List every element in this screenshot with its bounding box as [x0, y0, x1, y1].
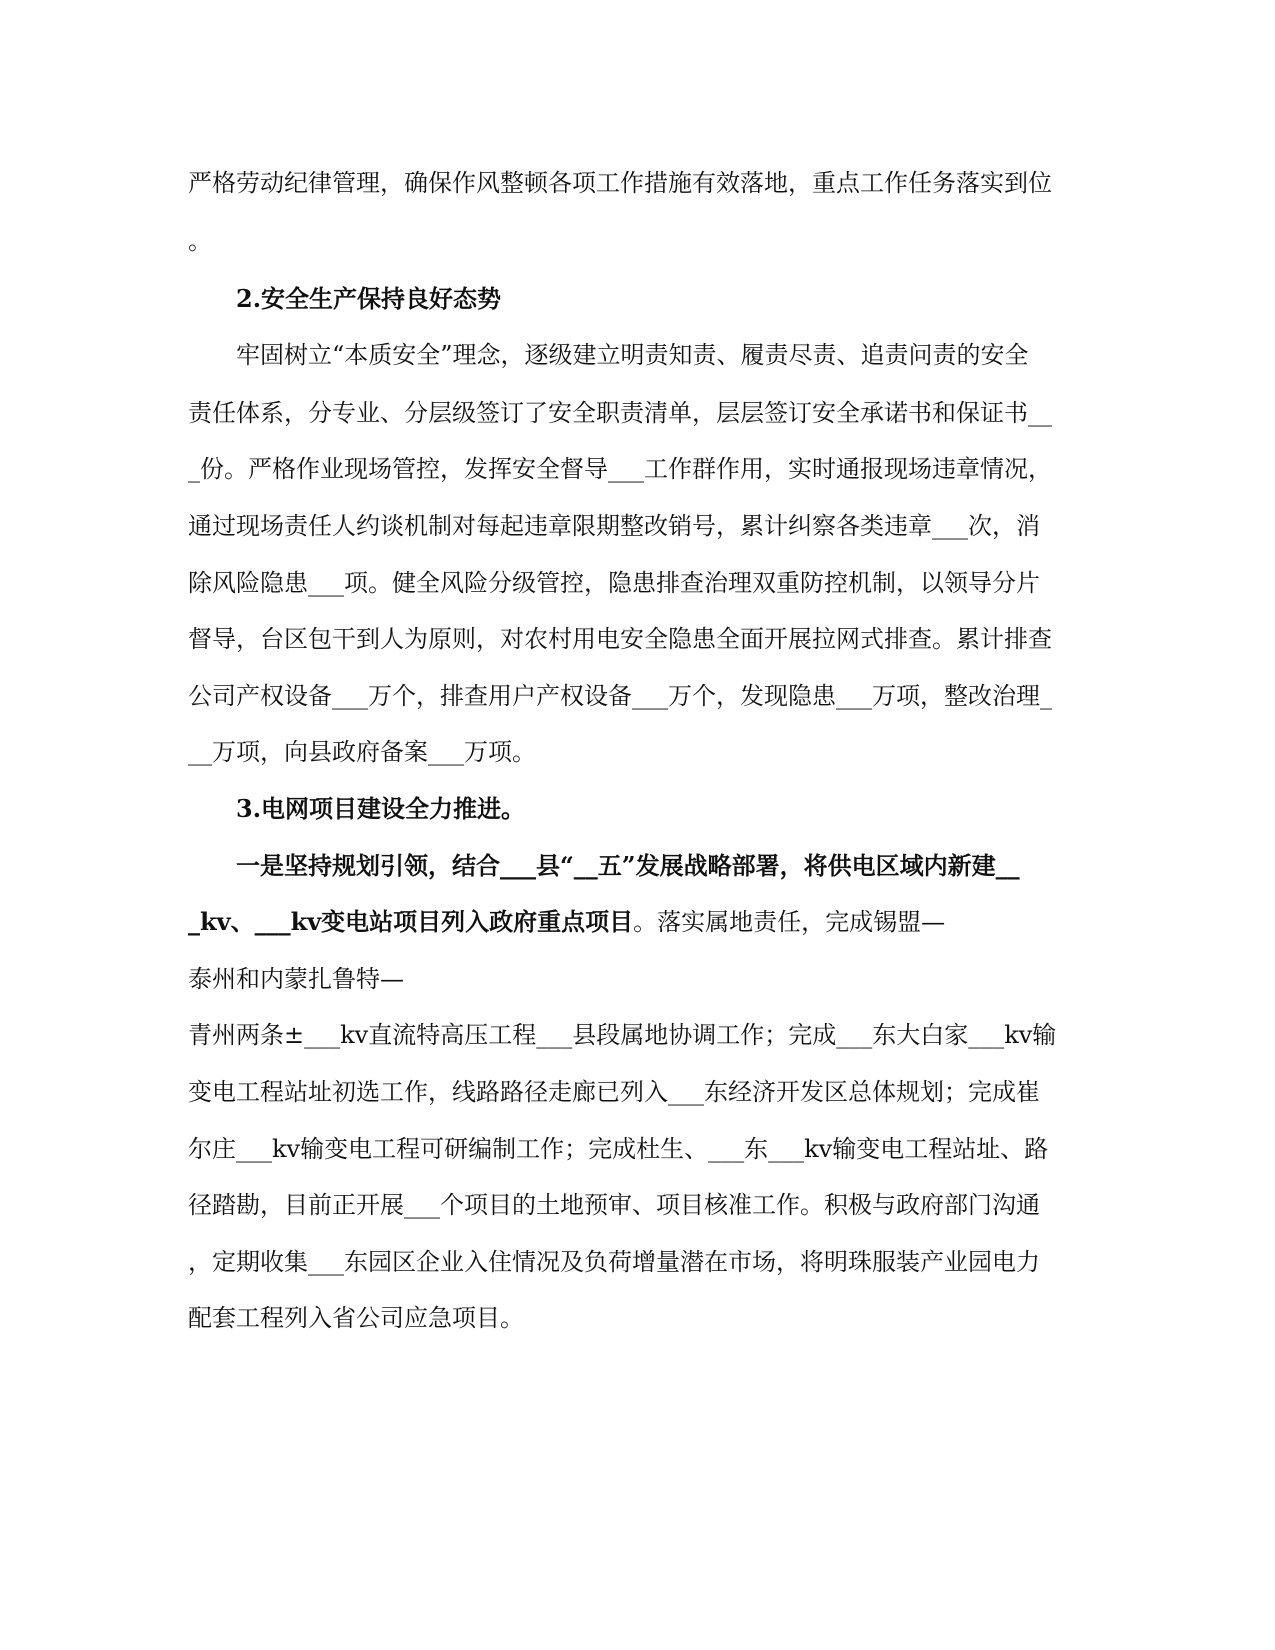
- paragraph-line: 严格劳动纪律管理，确保作风整顿各项工作措施有效落地，重点工作任务落实到位: [188, 169, 1052, 197]
- paragraph-line: 除风险隐患___项。健全风险分级管控，隐患排查治理双重防控机制，以领导分片: [188, 569, 1040, 597]
- paragraph-line: 尔庄___kv输变电工程可研编制工作；完成杜生、___东___kv输变电工程站址、路: [188, 1135, 1049, 1163]
- bold-paragraph-line: 一是坚持规划引领，结合___县“__五”发展战略部署，将供电区域内新建__: [236, 851, 1020, 880]
- bold-text-segment: _kv、___kv变电站项目列入政府重点项目: [188, 907, 634, 936]
- paragraph-line: 。: [188, 227, 212, 255]
- paragraph-line: _份。严格作业现场管控，发挥安全督导___工作群作用，实时通报现场违章情况，: [188, 455, 1052, 483]
- paragraph-line: 通过现场责任人约谈机制对每起违章限期整改销号，累计纠察各类违章___次，消: [188, 512, 1040, 540]
- paragraph-line: 配套工程列入省公司应急项目。: [188, 1304, 524, 1332]
- mixed-paragraph-line: [188, 905, 1088, 939]
- paragraph-line: 变电工程站址初选工作，线路路径走廊已列入___东经济开发区总体规划；完成崔: [188, 1078, 1040, 1106]
- paragraph-line: 青州两条±___kv直流特高压工程___县段属地协调工作；完成___东大白家___kv输: [188, 1021, 1057, 1049]
- paragraph-line: 督导，台区包干到人为原则，对农村用电安全隐患全面开展拉网式排查。累计排查: [188, 625, 1052, 653]
- section-heading-grid-projects: 3.电网项目建设全力推进。: [236, 794, 526, 823]
- paragraph-line: ，定期收集___东园区企业入住情况及负荷增量潜在市场，将明珠服装产业园电力: [188, 1248, 1040, 1276]
- paragraph-line: 责任体系，分专业、分层级签订了安全职责清单，层层签订安全承诺书和保证书__: [188, 399, 1052, 427]
- paragraph-line: 牢固树立“本质安全”理念，逐级建立明责知责、履责尽责、追责问责的安全: [236, 341, 1029, 369]
- paragraph-line: 径踏勘，目前正开展___个项目的土地预审、项目核准工作。积极与政府部门沟通: [188, 1191, 1040, 1219]
- section-heading-safety: 2.安全生产保持良好态势: [236, 284, 502, 313]
- paragraph-line: __万项，向县政府备案___万项。: [188, 738, 536, 766]
- paragraph-line: 泰州和内蒙扎鲁特—: [188, 965, 404, 993]
- regular-text-segment: 。落实属地责任，完成锡盟—: [633, 908, 946, 936]
- paragraph-line: 公司产权设备___万个，排查用户产权设备___万个，发现隐患___万项，整改治理_: [188, 682, 1052, 710]
